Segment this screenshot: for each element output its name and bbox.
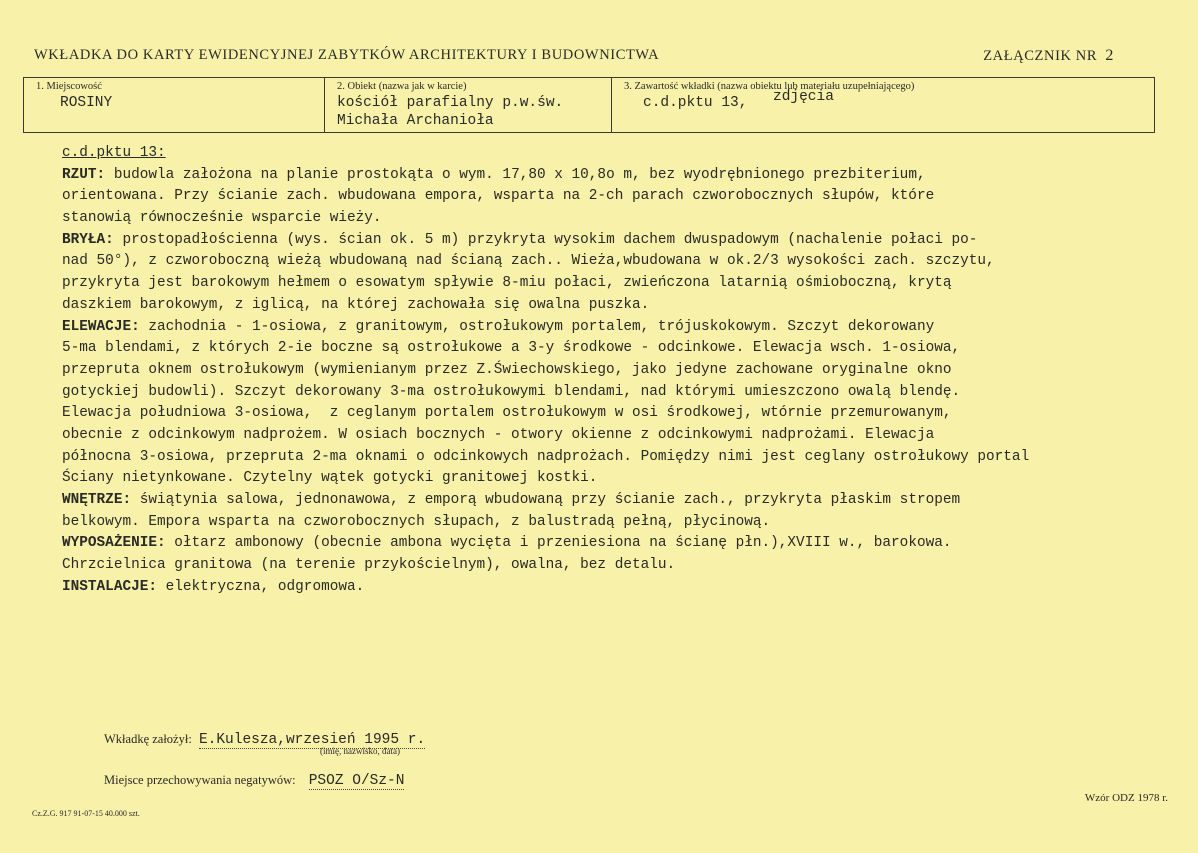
body-line [62,338,1198,360]
print-code: Cz.Z.G. 917 91-07-15 40.000 szt. [32,809,140,818]
content-value: c.d.pktu 13, [643,95,748,111]
locality-cell [24,78,324,132]
body-line-text: 5-ma blendami, z których 2-ie boczne są ostrołukowe a 3-y środkowe - odcinkowe. Elewacja wsch. 1-osiowa, [62,340,961,357]
info-table [23,77,1155,133]
section-keyword: INSTALACJE: [62,578,157,595]
body-line-text: świątynia salowa, jednonawowa, z emporą wbudowaną przy ścianie zach., przykryta płaskim stropem [131,492,961,508]
section-keyword: WYPOSAŻENIE: [62,535,166,552]
body-line [62,382,1198,404]
body-heading: c.d.pktu 13: [62,145,166,161]
form-header: WKŁADKA DO KARTY EWIDENCYJNEJ ZABYTKÓW ARCHITEKTURY I BUDOWNICTWA [34,47,660,63]
section-keyword: RZUT: [62,166,106,183]
body-line [62,317,1198,339]
storage-value: PSOZ O/Sz-N [308,773,405,789]
body-line [62,403,1198,425]
body-line-text: daszkiem barokowym, z iglicą, na której zachowała się owalna puszka. [62,296,650,313]
locality-label: 1. Miejscowość [36,81,102,92]
body-line [62,533,1198,555]
body-line-text: nad 50°), z czworoboczną wieżą wbudowaną nad ścianą zach.. Wieża,wbudowana w ok.2/3 wysokości zach. szczytu, [62,253,995,270]
body-line [62,555,1198,577]
attachment-label-text: ZAŁĄCZNIK NR [983,48,1098,64]
body-line-text: stanowią równocześnie wsparcie wieży. [62,210,382,227]
body-line-text: przykryta jest barokowym hełmem o esowatym spływie 8-miu połaci, zwieńczona latarnią ośmioboczną, krytą [62,275,952,292]
body-line [62,208,1198,230]
footer-storage [104,773,404,789]
body-line [62,186,1198,208]
body-line [62,577,1198,599]
section-keyword: WNĘTRZE: [62,492,132,508]
body-line-text: północna 3-osiowa, przepruta 2-ma oknami o odcinkowych nadprożach. Pomiędzy nimi jest ceglany ostrołukowy portal [62,448,1030,465]
body-line [62,273,1198,295]
attachment-label [983,47,1114,65]
section-keyword: ELEWACJE: [62,318,140,335]
attachment-number: 2 [1105,47,1114,64]
object-value: kościół parafialny p.w.św. Michała Archanioła [337,95,564,129]
body-line [62,512,1198,534]
body-line-text: orientowana. Przy ścianie zach. wbudowana empora, wsparta na 2-ch parach czworobocznych słupów, które [62,188,935,205]
body-line-text: przepruta oknem ostrołukowym (wymienianym przez Z.Świechowskiego, jako jedyne zachowane oryginalne okno [62,361,952,378]
template-code: Wzór ODZ 1978 r. [1084,792,1168,804]
body-line-text: gotyckiej budowli). Szczyt dekorowany 3-ma ostrołukowymi blendami, nad którymi umieszczono owalą blendę. [62,383,961,400]
body-lines [62,165,1198,599]
content-cell [611,78,1154,132]
body-line [62,360,1198,382]
section-keyword: BRYŁA: [62,231,114,248]
author-label: Wkładkę założył: [104,732,192,746]
body-line-text: prostopadłościenna (wys. ścian ok. 5 m) przykryta wysokim dachem dwuspadowym (nachalenie połaci po- [113,231,978,248]
storage-label: Miejsce przechowywania negatywów: [104,773,296,787]
body-line-text: elektryczna, odgromowa. [157,578,365,595]
description-body [62,143,1198,598]
body-line-text: belkowym. Empora wsparta na czworobocznych słupach, z balustradą pełną, płycinową. [62,513,771,530]
body-line [62,490,1198,512]
body-line [62,425,1198,447]
body-line [62,447,1198,469]
locality-value: ROSINY [60,95,113,111]
content-extra: zdjęcia [773,89,834,105]
body-line [62,230,1198,252]
body-line-text: budowla założona na planie prostokąta o wym. 17,80 x 10,8o m, bez wyodrębnionego prezbiterium, [105,166,926,183]
body-line-text: Ściany nietynkowane. Czytelny wątek gotycki granitowej kostki. [62,470,598,487]
content-label: 3. Zawartość wkładki (nazwa obiektu lub materiału uzupełniającego) [624,81,915,92]
body-line [62,295,1198,317]
body-line [62,468,1198,490]
body-line-text: Elewacja południowa 3-osiowa, z ceglanym portalem ostrołukowym w osi środkowej, wtórnie przemurowanym, [62,405,952,422]
body-line-text: zachodnia - 1-osiowa, z granitowym, ostrołukowym portalem, trójuskokowym. Szczyt dekorowany [139,318,935,335]
object-label: 2. Obiekt (nazwa jak w karcie) [337,81,467,92]
body-line [62,165,1198,187]
author-caption: (imię, nazwisko, data) [320,746,400,756]
object-cell [324,78,611,132]
body-line-text: obecnie z odcinkowym nadprożem. W osiach bocznych - otwory okienne z odcinkowymi nadprożami. Elewacja [62,426,935,443]
body-line-text: Chrzcielnica granitowa (na terenie przykościelnym), owalna, bez detalu. [62,557,676,574]
author-value: E.Kulesza,wrzesień 1995 r. [198,732,426,748]
body-line [62,251,1198,273]
body-line-text: ołtarz ambonowy (obecnie ambona wycięta i przeniesiona na ścianę płn.),XVIII w., barokowa. [165,535,952,552]
